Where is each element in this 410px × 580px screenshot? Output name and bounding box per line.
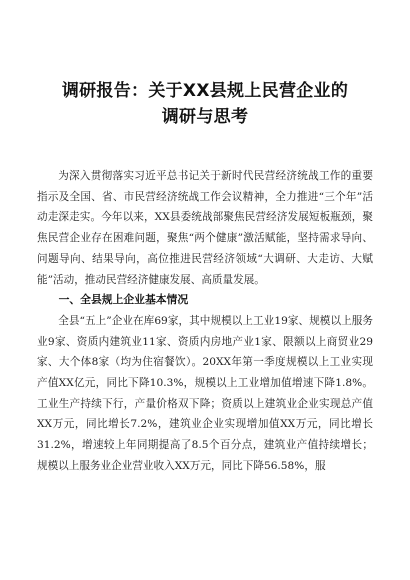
intro-paragraph: 为深入贯彻落实习近平总书记关于新时代民营经济统战工作的重要指示及全国、省、市民营经济统战工作会议精神，全力推进“三个年”活动走深走实。今年以来，XX县委统战部聚焦民营经济发展短板瓶颈，聚焦民营企业存在困难问题，聚焦“两个健康”激活赋能，坚持需求导向、问题导向、结果导向，高位推进民营经济领域“大调研、大走访、大赋能”活动，推动民营经济健康发展、高质量发展。 [37,170,373,286]
section-1-paragraph: 全县“五上”企业在库69家，其中规模以上工业19家、规模以上服务业9家、资质内建筑业11家、资质内房地产业1家、限额以上商贸业29家、大个体8家（均为住宿餐饮）。20XX年第一季度规模以上工业实现产值XX亿元，同比下降10.3%，规模以上工业增加值增速下降1.8%。工业生产持续下行，产量价格双下降；资质以上建筑业企业实现总产值XX万元，同比增长7.2%，建筑业企业实现增加值XX万元，同比增长31.2%，增速较上年同期提高了8.5个百分点，建筑业产值持续增长；规模以上服务业企业营业收入XX万元，同比下降56.58%，服 [37,314,373,472]
report-title-line-2: 调研与思考 [161,107,249,127]
report-title [37,78,373,130]
report-title-line-1: 调研报告：关于XX县规上民营企业的 [61,81,349,101]
section-1-heading: 一、全县规上企业基本情况 [58,293,189,307]
